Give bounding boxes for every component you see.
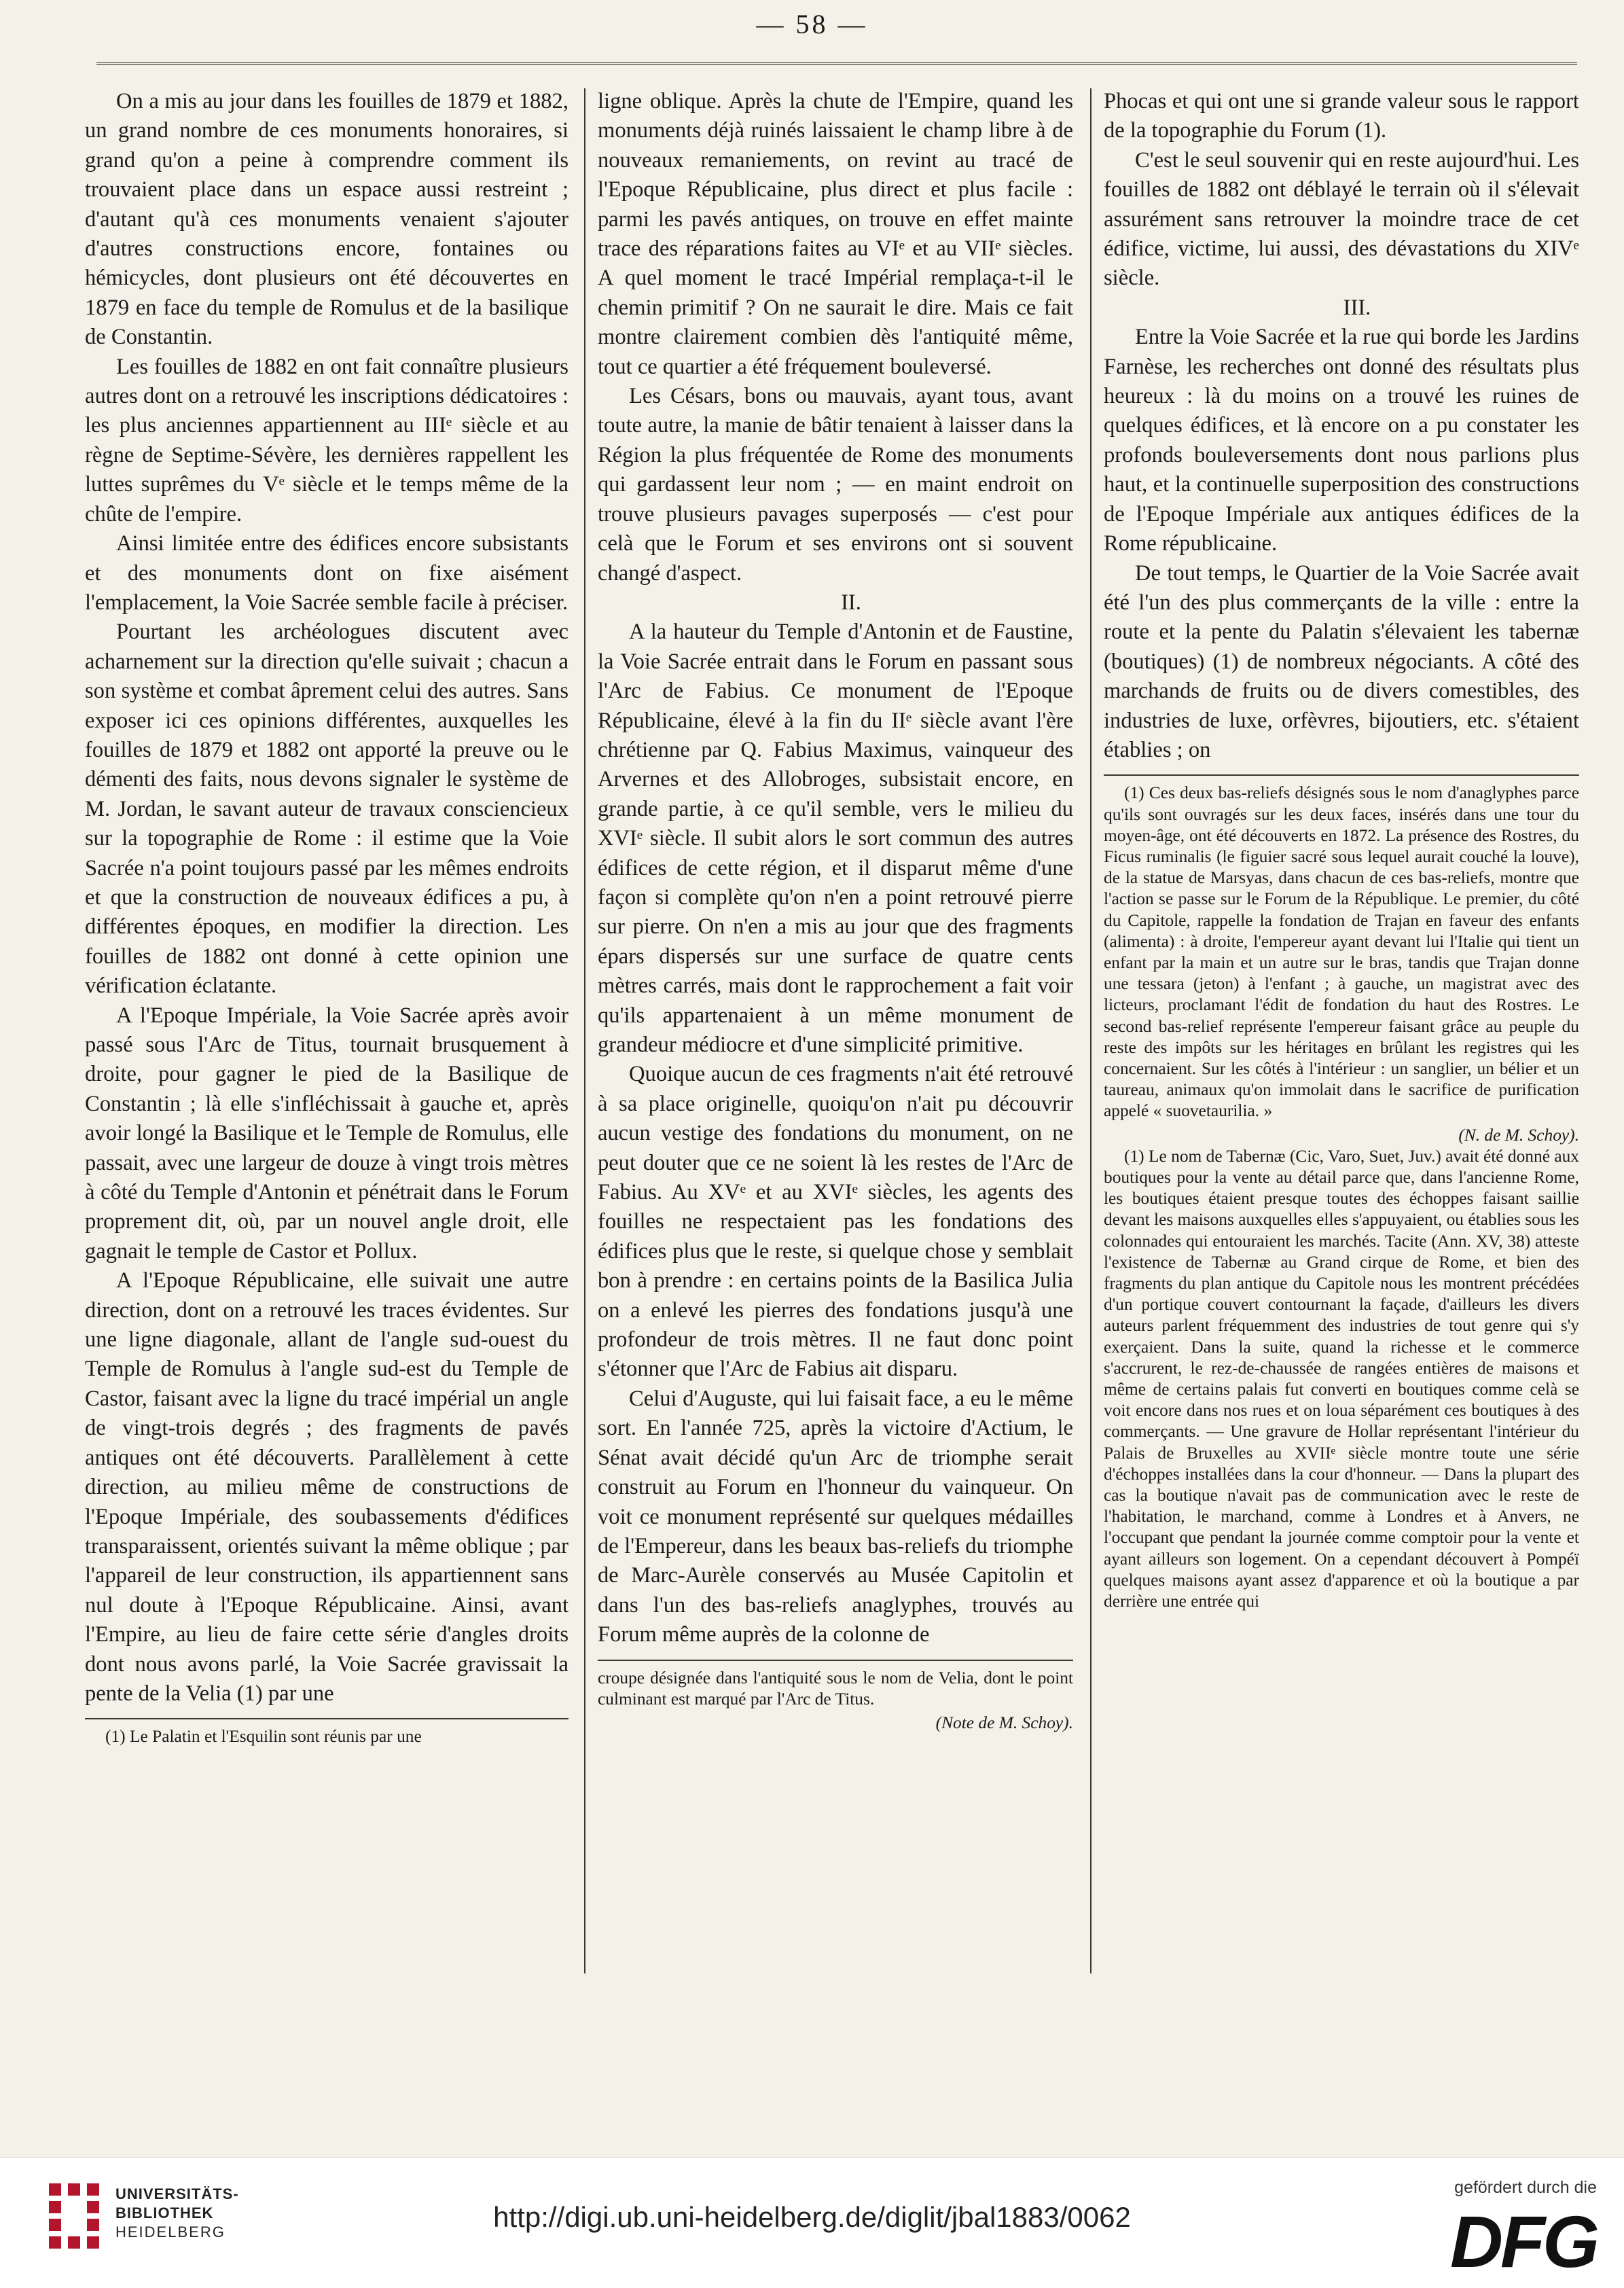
paragraph: Quoique aucun de ces fragments n'ait été retrouvé à sa place originelle, quoiqu'on n'ait pu découvrir aucun vestige des fondations du monument, on ne peut douter que ce ne soient là les restes de l'Arc de Fabius. Au XVᵉ et au XVIᵉ siècles, les agents des fouilles ne respectaient pas les fondations des édifices plus que le reste, si quelque chose y semblait bon à prendre : en certains points de la Basilica Julia on a enlevé les pierres des fondations jusqu'à une profondeur de trois mètres. Il ne faut donc point s'étonner que l'Arc de Fabius ait disparu. bbox=[598, 1062, 1073, 1382]
dfg-logo: DFG bbox=[1450, 2200, 1597, 2283]
paragraph: Celui d'Auguste, qui lui faisait face, a eu le même sort. En l'année 725, après la victoire d'Actium, le Sénat avait décidé qu'un Arc de triomphe serait construit au Forum en l'honneur du vainqueur. On voit ce monument représenté sur quelques médailles de l'Empereur, dans les beaux bas-reliefs du triomphe de Marc-Aurèle conservés au Musée Capitolin et dans l'un des bas-reliefs anaglyphes, trouvés au Forum même auprès de la colonne de bbox=[598, 1386, 1073, 1647]
column-separator bbox=[1090, 88, 1091, 1973]
text-column-right bbox=[1104, 87, 1579, 1612]
footnote-text: (1) Le Palatin et l'Esquilin sont réunis par une bbox=[105, 1727, 422, 1747]
footer-bar bbox=[0, 2157, 1624, 2288]
library-name-line: HEIDELBERG bbox=[115, 2223, 225, 2240]
library-name-line: BIBLIOTHEK bbox=[115, 2204, 214, 2221]
paragraph: De tout temps, le Quartier de la Voie Sacrée avait été l'un des plus commerçants de la ville : entre la route et la pente du Palatin s'élevaient les tabernæ (boutiques) (1) de nombreux négociants. A côté des marchands de fruits ou de divers comestibles, des industries de luxe, orfèvres, bijoutiers, etc. s'étaient établies ; on bbox=[1104, 560, 1579, 762]
paragraph: On a mis au jour dans les fouilles de 1879 et 1882, un grand nombre de ces monuments honoraires, si grand qu'on a peine à comprendre comment ils trouvaient place dans un espace aussi restreint ; d'autant qu'à ces monuments venaient s'ajouter d'autres constructions encore, fontaines ou hémicycles, dont plusieurs ont été découvertes en 1879 en face du temple de Romulus et de la basilique de Constantin. bbox=[85, 89, 569, 350]
funding-note: gefördert durch die bbox=[1454, 2178, 1597, 2197]
text-column-middle bbox=[598, 87, 1073, 1734]
paragraph: Pourtant les archéologues discutent avec acharnement sur la direction qu'elle suivait ; chacun a son système et combat âprement celui des autres. Sans exposer ici ces opinions différentes, auxquelles les fouilles de 1879 et 1882 ont apporté la preuve ou le démenti des faits, nous devons signaler le système de M. Jordan, le savant auteur de travaux consciencieux sur la topographie de Rome : il estime que la Voie Sacrée n'a point toujours passé par les mêmes endroits et que la construction de nouveaux édifices a pu, à différentes époques, en modifier la direction. Les fouilles de 1882 ont donné à cette opinion une vérification éclatante. bbox=[85, 620, 569, 999]
paragraph: Ainsi limitée entre des édifices encore subsistants et des monuments dont on fixe aisément l'emplacement, la Voie Sacrée semble facile à préciser. bbox=[85, 531, 569, 615]
footnote bbox=[85, 1726, 569, 1747]
footnote bbox=[1104, 783, 1579, 1612]
footnote-credit: (Note de M. Schoy). bbox=[935, 1713, 1073, 1732]
paragraph: C'est le seul souvenir qui en reste aujourd'hui. Les fouilles de 1882 ont déblayé le terrain où il s'élevait assurément sans retrouver la moindre trace de cet édifice, victime, lui aussi, des dévastations du XIVᵉ siècle. bbox=[1104, 147, 1579, 291]
paragraph: Les Césars, bons ou mauvais, ayant tous, avant toute autre, la manie de bâtir tenaient à laisser dans la Région la plus fréquentée de Rome des monuments qui gardassent leur nom ; — en maint endroit on trouve plusieurs pavages superposés — c'est pour celà que le Forum et ses environs ont si souvent changé d'aspect. bbox=[598, 384, 1073, 586]
paragraph: Les fouilles de 1882 en ont fait connaître plusieurs autres dont on a retrouvé les inscriptions dédicatoires : les plus anciennes appartiennent au IIIᵉ siècle et au règne de Septime-Sévère, les dernières rappellent les luttes suprêmes du Vᵉ siècle et le temps même de la chûte de l'empire. bbox=[85, 354, 569, 526]
footnote-rule bbox=[1104, 774, 1579, 776]
footnote-rule bbox=[85, 1718, 569, 1719]
footnote-text: croupe désignée dans l'antiquité sous le nom de Velia, dont le point culminant est marqué par l'Arc de Titus. bbox=[598, 1668, 1073, 1709]
section-heading: III. bbox=[1343, 295, 1371, 320]
footnote-text: (1) Ces deux bas-reliefs désignés sous le nom d'anaglyphes parce qu'ils sont ouvragés sur les deux faces, insérés dans une tour du moyen-âge, ont été découverts en 1872. La présence des Rostres, du Ficus ruminalis (le figuier sacré sous lequel aurait couché la louve), de la statue de Marsyas, dans chacun de ces bas-reliefs, montre que l'action se passe sur le Forum de la République. Le premier, du côté du Capitole, rappelle la fondation de Trajan en faveur des enfants (alimenta) : à droite, l'empereur ayant devant lui l'Italie qui tient un enfant par la main et un autre sur le bras, tandis que Trajan donne une tessara (jeton) à l'enfant ; à gauche, un magistrat avec des licteurs, proclamant l'édit de fondation du haut des Rostres. Le second bas-relief représente l'empereur faisant grâce au peuple du reste des impôts sur les héritages en brûlant les registres qui les concernaient. Sur les côtés à l'intérieur : un sanglier, un bélier et un taureau, animaux qu'on immolait dans le sacrifice de purification appelé « suovetaurilia. » bbox=[1104, 783, 1579, 1121]
library-name-line: UNIVERSITÄTS- bbox=[115, 2185, 239, 2202]
paragraph: ligne oblique. Après la chute de l'Empire, quand les monuments déjà ruinés laissaient le champ libre à de nouveaux remaniements, on revint au tracé de l'Epoque Républicaine, plus direct et plus facile : parmi les pavés antiques, on trouve en effet mainte trace des réparations faites au VIᵉ et au VIIᵉ siècles. A quel moment le tracé Impérial remplaça-t-il le chemin primitif ? On ne saurait le dire. Mais ce fait montre clairement combien dès l'antiquité même, tout ce quartier a été fréquement bouleversé. bbox=[598, 89, 1073, 379]
footnote-text: (1) Le nom de Tabernæ (Cic, Varo, Suet, Juv.) avait été donné aux boutiques pour la vente au détail parce que, dans l'ancienne Rome, les boutiques étaient presque toutes des échoppes faisant saillie devant les maisons auxquelles elles s'appuyaient, ou établies sous les colonnades qui entouraient les marchés. Tacite (Ann. XV, 38) atteste l'existence de Tabernæ au Grand cirque de Rome, et bien des fragments du plan antique du Capitole nous les montrent précédées d'un portique couvert contournant la façade, d'ailleurs les divers auteurs parlent fréquemment des industries de tout genre qui s'y exerçaient. Dans la suite, quand la richesse et le commerce s'accrurent, le rez-de-chaussée de rangées entières de maisons et même de certains palais fut converti en boutiques comme celà se voit encore dans nos rues et on loua séparément ces boutiques à des commerçants. — Une gravure de Hollar représentant l'intérieur du Palais de Bruxelles au XVIIᵉ siècle montre toute une série d'échoppes installées dans la cour d'honneur. — Dans la plupart des cas la boutique n'avait pas de communication avec le reste de l'habitation, le marchand, comme à Londres et à Anvers, ne l'occupant que pendant la journée comme comptoir pour la vente et ayant ailleurs son logement. On a cependant découvert à Pompéï quelques maisons ayant assez d'apparence et où la boutique a par derrière une entrée qui bbox=[1104, 1146, 1579, 1611]
paragraph: Entre la Voie Sacrée et la rue qui borde les Jardins Farnèse, les recherches ont donné des résultats plus heureux : là du moins on a trouvé les ruines de quelques édifices, et là encore on a pu constater les profonds bouleversements dont nous parlions plus haut, et la continuelle superposition des constructions de l'Epoque Impériale aux antiques édifices de la Rome républicaine. bbox=[1104, 325, 1579, 556]
source-url-link[interactable]: http://digi.ub.uni-heidelberg.de/diglit/jbal1883/0062 bbox=[493, 2201, 1131, 2233]
paragraph: A la hauteur du Temple d'Antonin et de Faustine, la Voie Sacrée entrait dans le Forum en passant sous l'Arc de Fabius. Ce monument de l'Epoque Républicaine, élevé à la fin du IIᵉ siècle avant l'ère chrétienne par Q. Fabius Maximus, vainqueur des Arvernes et des Allobroges, subsistait encore, en grande partie, à ce qu'il semble, vers le milieu du XVIᵉ siècle. Il subit alors le sort commun des autres édifices de cette région, et il disparut même d'une façon si complète qu'on n'en a point retrouvé pierre sur pierre. On n'en a mis au jour que des fragments épars dispersés sur une surface de quatre cents mètres carrés, mais dont le rapprochement a fait voir qu'ils appartenaient à un même monument de grandeur médiocre et d'une simplicité primitive. bbox=[598, 620, 1073, 1057]
footnote bbox=[598, 1668, 1073, 1734]
paragraph: Phocas et qui ont une si grande valeur sous le rapport de la topographie du Forum (1). bbox=[1104, 89, 1579, 143]
text-column-left bbox=[85, 87, 569, 1748]
section-heading: II. bbox=[841, 590, 861, 615]
paragraph: A l'Epoque Impériale, la Voie Sacrée après avoir passé sous l'Arc de Titus, tournait brusquement à droite, pour gagner le pied de la Basilique de Constantin ; là elle s'infléchissait à gauche et, après avoir longé la Basilique et le Temple de Romulus, elle passait, avec une largeur de douze à vingt trois mètres à côté du Temple d'Antonin et pénétrait dans le Forum proprement dit, où, par un nouvel angle droit, elle gagnait le temple de Castor et Pollux. bbox=[85, 1003, 569, 1264]
footnote-rule bbox=[598, 1660, 1073, 1661]
header-rule bbox=[96, 62, 1577, 65]
column-separator bbox=[584, 88, 585, 1973]
page-number: — 58 — bbox=[756, 9, 868, 39]
footnote-credit: (N. de M. Schoy). bbox=[1458, 1125, 1579, 1145]
paragraph: A l'Epoque Républicaine, elle suivait une autre direction, dont on a retrouvé les traces évidentes. Sur une ligne diagonale, allant de l'angle sud-ouest du Temple de Romulus à l'angle sud-est du Temple de Castor, faisant avec la ligne du tracé impérial un angle de vingt-trois degrés ; des fragments de pavés antiques ont été découverts. Parallèlement à cette direction, au milieu même de constructions de l'Epoque Impériale, des soubassements d'édifices transparaissent, orientés suivant la même oblique ; par l'appareil de leur construction, ils appartiennent sans nul doute à l'Epoque Républicaine. Ainsi, avant l'Empire, au lieu de faire cette série d'angles droits dont nous avons parlé, la Voie Sacrée gravissait la pente de la Velia (1) par une bbox=[85, 1268, 569, 1706]
